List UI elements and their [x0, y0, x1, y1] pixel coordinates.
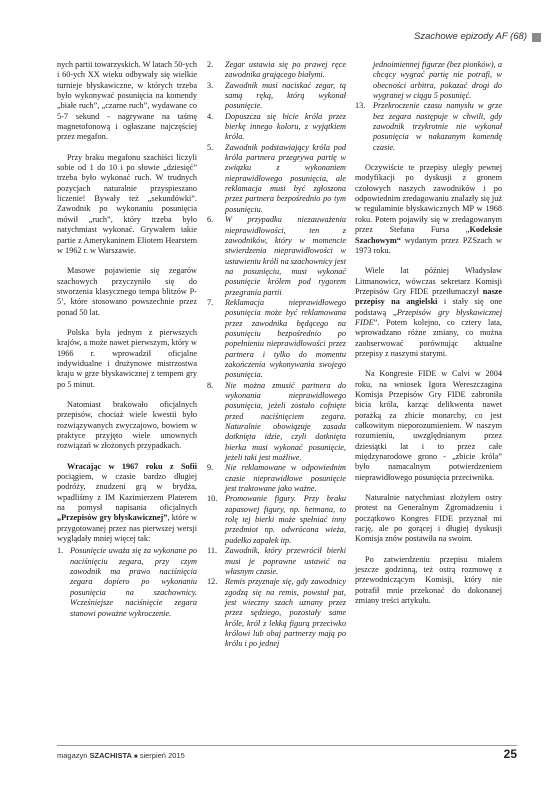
rule-number: 11. [207, 546, 218, 556]
rule-text: Zawodnik, który przewrócił bierki musi je poprawne ustawić na własnym czasie. [225, 546, 346, 576]
rule-number: 10. [207, 494, 218, 504]
rules-list [57, 546, 197, 618]
rule-number: 7. [207, 297, 214, 307]
title-bold: „Przepisów gry błyskawicznej” [57, 513, 168, 523]
paragraph: nych partii towarzyskich. W latach 50-ych i 60-ych XX wieku odbywały się wielkie turnieje błyskawiczne, w których trzeba było wykonywać posunięcia na komendy „białe ruch”, „czarne ruch”, wydawane co 5-7 sekund - nagrywane na taśmę magnetofonową i ogłaszane najczęściej przez megafon. [57, 60, 197, 142]
footer-rule [57, 745, 517, 746]
rules-list [207, 60, 346, 650]
rule-item [207, 494, 346, 546]
paragraph: Po zatwierdzeniu przepisu miałem jeszcze godzinną, też ostrą rozmowę z przewodniczącym Komisji, który nie potrafił mnie przekonać do dokonanej zmiany treści artykułu. [355, 554, 502, 606]
column-2 [207, 60, 346, 650]
rule-item [207, 298, 346, 381]
running-header [0, 31, 557, 45]
rule-text: Zegar ustawia się po prawej ręce zawodnika grającego białymi. [225, 60, 346, 80]
book-title-bold: Kodeksie Szachowym“ [355, 225, 502, 245]
rule-text: Zawodnik podstawiający króla pod króla partnera przegrywa partię w związku z wykonaniem nieprawidłowego posunięcia, ale reklamacja musi być zgłoszona przez partnera bezpośrednio po tym posunięciu. [225, 142, 346, 214]
rule-text: Dopuszcza się bicie króla przez bierkę innego koloru, z wyjątkiem króla. [225, 111, 346, 142]
rule-item [207, 112, 346, 143]
rule-text: Przekroczenie czasu namysłu w grze bez zegara następuje w chwili, gdy zawodnik trzykrotnie nie wykonał posunięcia w nakazanym komendę czasie. [373, 101, 502, 152]
paragraph [355, 163, 502, 256]
rule-number: 6. [207, 215, 214, 225]
rule-item [207, 463, 346, 494]
rule-text: Nie można zmusić partnera do wykonania nieprawidłowego posunięcia, jeżeli zostało cofnięte przed naciśnięciem zegara. Naturalnie obowiązuje zasada dotknięta idzie, czyli dotknięta bierka musi wykonać posunięcie, jeżeli taki jest możliwe. [225, 380, 346, 463]
rule-text: jednoimiennej figurze (bez pionków), a chcący wygrać partię nie potrafi, w obecności arbitra, pokazać drogi do wygranej w ciągu 5 posunięć. [373, 60, 502, 101]
paragraph: Na Kongresie FIDE w Calvi w 2004 roku, na wniosek Igora Wereszczagina Komisja Przepisów Gry FIDE zabroniła bicia króla, karząc delikwenta nawet porażką za zbicie monarchy, co jest całkowitym nieporozumieniem. W naszym rozumieniu, uwzględnianym przez dziesiątki lat i to przez całe międzynarodowe grono - „zbicie króla” było namacalnym potwierdzeniem nieprawidłowego posunięcia przeciwnika. [355, 369, 502, 482]
separator-square: ■ [134, 754, 138, 760]
rule-number: 9. [207, 463, 214, 473]
paragraph [355, 266, 502, 359]
emphasis-bold: nasze przepisy na angielski [355, 286, 502, 307]
rule-number: 3. [207, 80, 214, 90]
rule-item [207, 546, 346, 577]
paragraph: Masowe pojawienie się zegarów szachowych przyczyniło się do stworzenia klasycznego tempa blitzów P-5’, które stosowano powszechnie przez ponad 50 lat. [57, 266, 197, 317]
rule-item [207, 143, 346, 215]
rule-number: 1. [57, 546, 64, 556]
text-run: pociągiem, w czasie bardzo długiej podróży, znudzeni grą w brydża, wpadliśmy z IM Kazimierzem Platerem na pomysł napisania oficjalnych [57, 472, 197, 513]
rule-number: 12. [207, 577, 218, 587]
paragraph: Polska była jednym z pierwszych krajów, a może nawet pierwszym, który w 1966 r. wprowadził oficjalne indywidualne i drużynowe mistrzostwa kraju w grze błyskawicznej z tempem gry po 5 minut. [57, 327, 197, 389]
rule-item [207, 381, 346, 464]
rule-text: W przypadku niezauważenia nieprawidłowości, ten z zawodników, który w momencie stwierdzenia nieprawidłowości w ustawieniu króli na szachownicy jest na posunięciu, musi wykonać posunięcie królem pod rygorem przegrania partii [225, 215, 346, 297]
rule-item-continued [355, 60, 502, 101]
paragraph [57, 462, 197, 545]
rule-text: Reklamacja nieprawidłowego posunięcia może być reklamowana przez zawodnika będącego na posunięciu bezpośrednio po popełnieniu nieprawidłowości przez partnera i tylko do momentu zakończenia wykonywania swojego posunięcia. [225, 297, 346, 380]
rule-item [207, 60, 346, 81]
rule-text: Promowanie figury. Przy braku zapasowej figury, np. hetmana, to rolę tej bierki może spełniać inny przedmiot np. odwrócona wieża, pudełko zapałek itp. [225, 494, 346, 545]
rule-item [207, 215, 346, 298]
header-square-icon [532, 33, 541, 42]
rule-text: Nie reklamowane w odpowiednim czasie nieprawidłowe posunięcie jest traktowane jako ważne. [225, 463, 346, 494]
text-run: Wiele lat później Władysław Litmanowicz, wówczas sekretarz Komisji Przepisów Gry FIDE przetłumaczył [355, 266, 502, 296]
page-number: 25 [503, 747, 517, 761]
rule-item [207, 577, 346, 649]
rule-number: 8. [207, 380, 214, 390]
paragraph: Przy braku megafonu szachiści liczyli sobie od 1 do 10 i po słowie „dziesięć” trzeba było wykonać ruch. W trudnych pozycjach naturalnie przyspieszano liczenie! Bywały też „sekundówki”. Zawodnik po wykonaniu posunięcia mówił „ruch”, który trzeba było natychmiast wykonać. Grywałem takie partie z Amerykaninem Eliotem Hearstem w 1962 r. w Warszawie. [57, 152, 197, 255]
magazine-prefix: magazyn [57, 751, 88, 760]
text-run: , które w przygotowanej przez nas pierwszej wersji wyglądały mniej więcej tak: [57, 513, 197, 544]
rule-item [57, 546, 197, 618]
rule-text: Zawodnik musi naciskać zegar, tą samą ręką, którą wykonał posunięcie. [225, 80, 346, 111]
paragraph: Naturalnie natychmiast złożyłem ostry protest na Generalnym Zgromadzeniu i początkowo Kongres FIDE przyznał mi rację, ale po gorącej i długiej dyskusji Komisja znów postawiła na swoim. [355, 493, 502, 544]
paragraph: Natomiast brakowało oficjalnych przepisów, chociaż wiele kwestii było rozwiązywanych zwyczajowo, bowiem w praktyce przyjęto wiele umownych rozwiązań w złożonych przypadkach. [57, 399, 197, 451]
rule-text: Posunięcie uważa się za wykonane po naciśnięciu zegara, przy czym zawodnik ma prawo naciśnięcia zegara dopiero po wykonaniu posunięcia na szachownicy. Wcześniejsze naciśnięcie zegara stanowi poważne wykroczenie. [70, 546, 197, 618]
section-title: Szachowe epizody AF (68) [413, 31, 527, 42]
text-run: wydanym przez PZSzach w 1973 roku. [355, 235, 502, 255]
magazine-credit [57, 751, 185, 760]
rule-text: Remis przyznaje się, gdy zawodnicy zgodzą się na remis, powstał pat, jest wieczny szach uznany przez przez sędziego, pozostały same króle, król z lekką figurą przeciwko królowi lub obaj partnerzy mają po królu i po jednej [225, 577, 346, 649]
magazine-name: SZACHISTA [89, 751, 132, 760]
text-run: Oczywiście te przepisy uległy pewnej modyfikacji po dyskusji z gronem czołowych naszych zawodników i po odpowiednim zredagowaniu znalazły się już w regulaminie błyskawicznych MP w 1968 roku. Potem pojawiły się w zredagowanym przez Stefana Fursa „ [355, 163, 502, 235]
rule-item [355, 101, 502, 153]
column-3 [355, 60, 502, 617]
rule-item [207, 81, 346, 112]
rule-number: 2. [207, 60, 214, 69]
rule-number: 5. [207, 142, 214, 152]
column-1 [57, 60, 197, 619]
rule-number: 13. [355, 101, 366, 111]
page-footer [57, 747, 517, 761]
rules-list-continued [355, 60, 502, 153]
text-run: ”. Potem kolejno, co cztery lata, wprowadzano różne zmiany, co można zaobserwować porównując aktualne przepisy z naszymi starymi. [355, 317, 502, 358]
emphasis-italic: Przepisów gry błyskawicznej FIDE [355, 307, 502, 327]
rule-number: 4. [207, 111, 214, 121]
issue-date: sierpień 2015 [139, 751, 185, 760]
lead-in-bold: Wracając w 1967 roku z Sofii [67, 461, 197, 471]
text-run: i stały się one podstawą „ [355, 297, 502, 317]
